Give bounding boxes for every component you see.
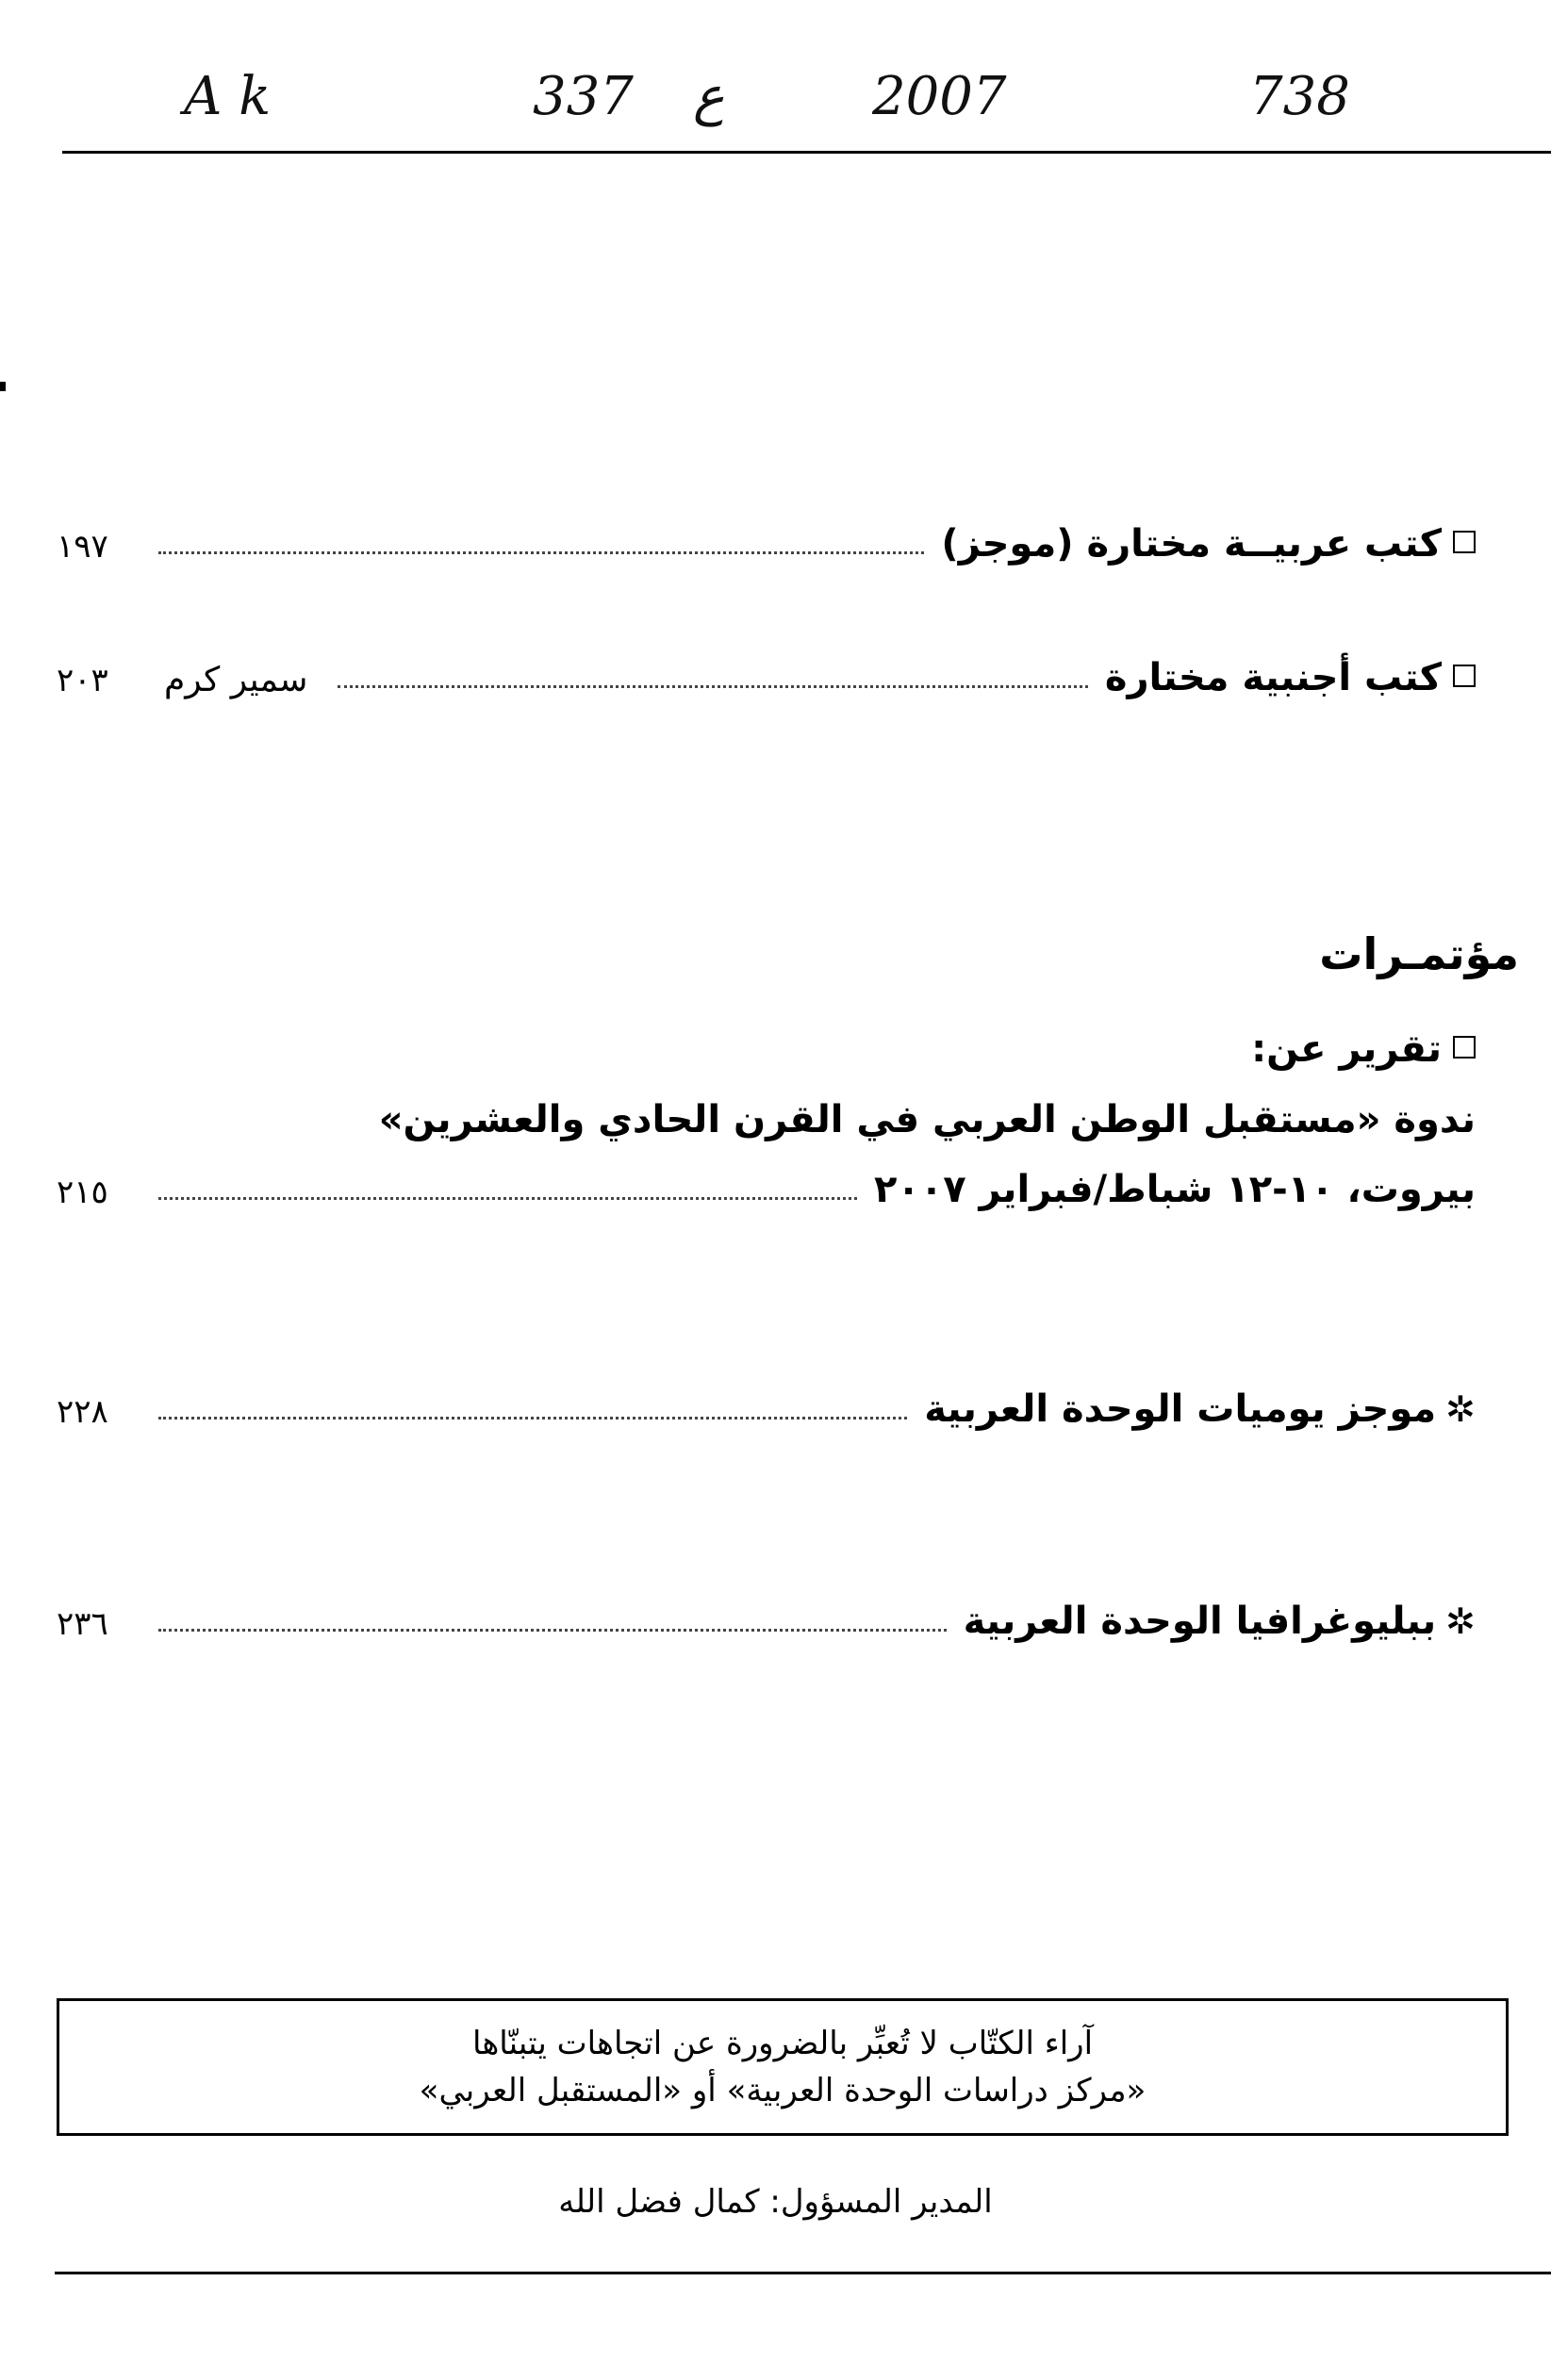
section-heading-conferences: مؤتمـرات: [1319, 928, 1519, 979]
disclaimer-line-1: آراء الكتّاب لا تُعبِّر بالضرورة عن اتجاهات يتبنّاها: [471, 2025, 1094, 2062]
seminar-title: ندوة «مستقبل الوطن العربي في القرن الحادي والعشرين»: [378, 1098, 1476, 1141]
toc-row-daily-summary[interactable]: [57, 1374, 1476, 1431]
checkbox-square-icon: [1453, 665, 1476, 687]
toc-row-bibliography[interactable]: [57, 1586, 1476, 1643]
dot-leader: [158, 1197, 857, 1200]
toc-title: كتب أجنبية مختارة: [1104, 656, 1442, 699]
toc-row-seminar-place-date[interactable]: [57, 1155, 1476, 1211]
disclaimer-box: [57, 1998, 1509, 2136]
page-number: ١٩٧: [57, 528, 108, 566]
asterisk-bullet-icon: ✲: [1445, 1388, 1476, 1430]
handwritten-note-code: 738: [1249, 66, 1350, 127]
asterisk-bullet-icon: ✲: [1445, 1600, 1476, 1642]
handwritten-note-letter: ع: [693, 66, 725, 127]
toc-title: كتب عربيــة مختارة (موجز): [941, 522, 1442, 566]
margin-mark: [0, 382, 6, 391]
toc-title: بيروت، ١٠-١٢ شباط/فبراير ٢٠٠٧: [873, 1168, 1476, 1211]
dot-leader: [338, 685, 1087, 688]
handwritten-note-number: 337: [533, 66, 634, 127]
page-number: ٢٢٨: [57, 1393, 108, 1431]
toc-title: موجز يوميات الوحدة العربية: [924, 1387, 1437, 1431]
toc-row-selected-foreign-books[interactable]: [57, 643, 1476, 699]
dot-leader: [158, 551, 924, 554]
bottom-rule: [55, 2272, 1551, 2274]
handwritten-note-ak: A k: [184, 66, 272, 127]
dot-leader: [158, 1417, 907, 1420]
report-label: تقرير عن:: [1251, 1027, 1442, 1071]
top-rule: [62, 151, 1551, 154]
toc-title: ببليوغرافيا الوحدة العربية: [963, 1600, 1437, 1643]
disclaimer-line-2: «مركز دراسات الوحدة العربية» أو «المستقبل العربي»: [419, 2072, 1147, 2109]
managing-director-line: المدير المسؤول: كمال فضل الله: [558, 2183, 993, 2221]
page-number: ٢٠٣: [57, 662, 108, 699]
checkbox-square-icon: [1453, 1036, 1476, 1059]
toc-author: سمير كرم: [164, 661, 308, 699]
dot-leader: [158, 1629, 947, 1632]
page-number: ٢١٥: [57, 1174, 108, 1211]
handwritten-note-year: 2007: [872, 66, 1007, 127]
toc-row-selected-arabic-books[interactable]: [57, 509, 1476, 566]
report-label-line: [57, 1027, 1476, 1071]
checkbox-square-icon: [1453, 531, 1476, 553]
page-number: ٢٣٦: [57, 1605, 108, 1643]
